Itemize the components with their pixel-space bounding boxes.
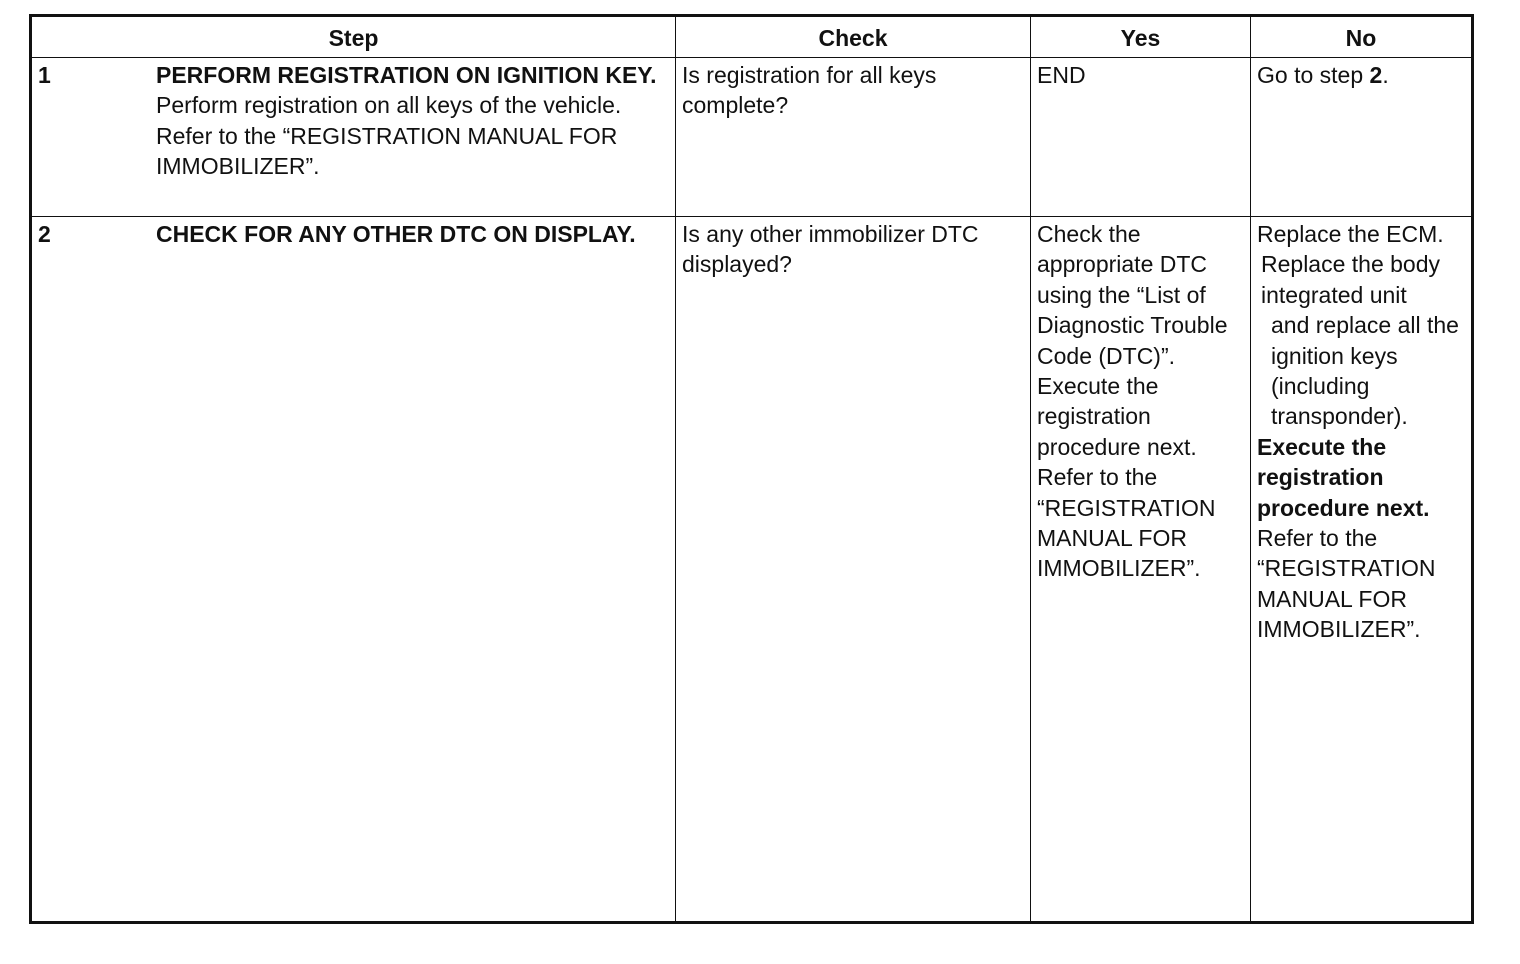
check-text: Is registration for all keys complete? <box>682 62 937 119</box>
step-instructions: Perform registration on all keys of the vehicle. Refer to the “REGISTRATION MANUAL FOR IMMOBILIZER”. <box>156 92 622 180</box>
step-cell <box>31 58 676 217</box>
step-title: PERFORM REGISTRATION ON IGNITION KEY. <box>156 62 657 88</box>
yes-line: Execute the registration procedure next. <box>1037 373 1197 460</box>
check-cell <box>676 58 1031 217</box>
yes-line: Check the appropriate DTC using the “List of Diagnostic Trouble Code (DTC)”. <box>1037 221 1228 369</box>
yes-cell <box>1031 217 1251 923</box>
no-step-ref: 2 <box>1369 62 1383 88</box>
no-line-bold: Execute the registration procedure next. <box>1257 433 1430 521</box>
no-cell <box>1251 217 1473 923</box>
yes-cell <box>1031 58 1251 217</box>
step-number: 2 <box>38 221 51 247</box>
step-title: CHECK FOR ANY OTHER DTC ON DISPLAY. <box>156 221 636 247</box>
no-text-prefix: Go to step <box>1257 62 1370 88</box>
step-cell <box>31 217 676 923</box>
no-line: Replace the body integrated unit <box>1261 251 1441 308</box>
yes-text: END <box>1037 62 1086 88</box>
header-check: Check <box>676 16 1031 58</box>
header-step: Step <box>31 16 676 58</box>
table-row <box>31 217 1473 923</box>
table-row <box>31 58 1473 217</box>
table-header-row <box>31 16 1473 58</box>
yes-line: Refer to the “REGISTRATION MANUAL FOR IMMOBILIZER”. <box>1037 464 1216 582</box>
step-number: 1 <box>38 62 51 88</box>
no-line: Replace the ECM. <box>1257 221 1444 247</box>
diagnostic-table <box>29 14 1474 924</box>
no-cell <box>1251 58 1473 217</box>
no-line: and replace all the ignition keys (including transponder). <box>1271 312 1459 430</box>
header-yes: Yes <box>1031 16 1251 58</box>
no-line: Refer to the “REGISTRATION MANUAL FOR IMMOBILIZER”. <box>1257 525 1436 643</box>
check-text: Is any other immobilizer DTC displayed? <box>682 221 979 278</box>
header-no: No <box>1251 16 1473 58</box>
no-text-suffix: . <box>1382 62 1389 88</box>
check-cell <box>676 217 1031 923</box>
